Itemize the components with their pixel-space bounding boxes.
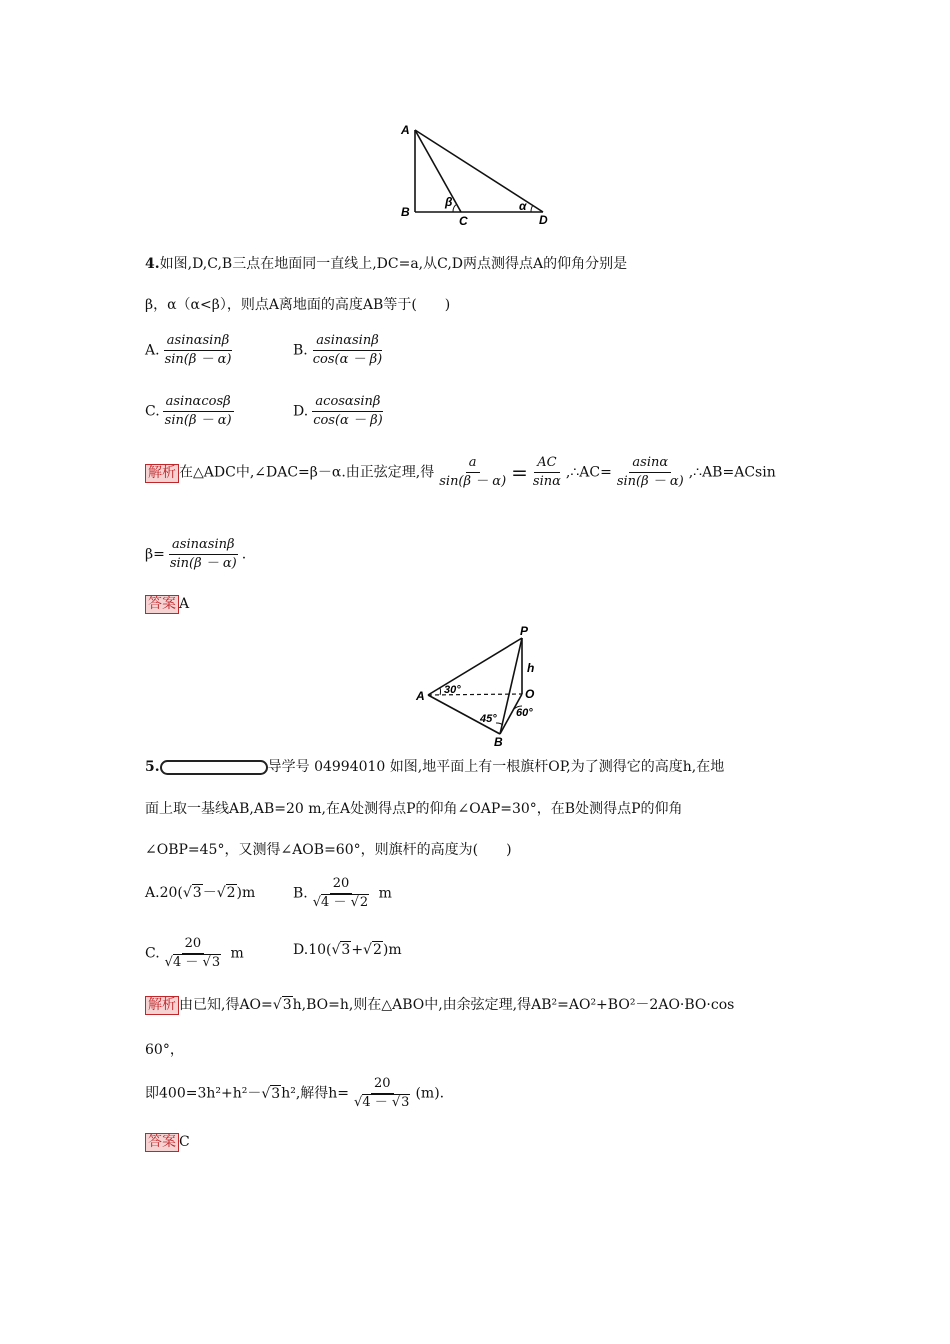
analysis-tag: 解析 bbox=[145, 464, 179, 483]
equals-sign: = bbox=[511, 460, 528, 485]
frac-den: cos(α － β) bbox=[312, 352, 383, 367]
option-text: + bbox=[351, 942, 364, 958]
q5-analysis-line2: 60°， bbox=[145, 1042, 184, 1058]
radicand: 3 bbox=[401, 1095, 410, 1110]
sqrt: √2 bbox=[363, 942, 382, 958]
frac-num: acosαsinβ bbox=[312, 394, 383, 412]
option-label: C. bbox=[145, 945, 160, 962]
frac-den: √4 － √2 bbox=[312, 895, 369, 910]
radicand-prefix: 4 － bbox=[321, 895, 351, 910]
unit: m bbox=[378, 885, 392, 902]
q5-line2: 面上取一基线AB,AB=20 m,在A处测得点P的仰角∠OAP=30°，在B处测得点P的仰角 bbox=[145, 801, 683, 817]
radicand: 2 bbox=[359, 895, 369, 910]
analysis-text: β= bbox=[145, 546, 165, 563]
q5-analysis-line3 bbox=[145, 1076, 444, 1111]
q5-option-d[interactable] bbox=[293, 942, 402, 958]
sqrt: √2 bbox=[216, 885, 236, 901]
option-label: D. bbox=[293, 403, 309, 420]
analysis-text: h,BO=h,则在△ABO中,由余弦定理,得AB²=AO²+BO²－2AO·BO·cos bbox=[292, 997, 735, 1013]
analysis-text: (m). bbox=[415, 1085, 445, 1102]
option-text: － bbox=[202, 885, 217, 901]
option-text: )m bbox=[236, 885, 256, 901]
frac-num: asinαsinβ bbox=[164, 333, 232, 351]
option-text: )m bbox=[382, 942, 402, 958]
option-text: 10( bbox=[308, 942, 332, 958]
label-a: A bbox=[416, 689, 425, 703]
q5-line3: ∠OBP=45°，又测得∠AOB=60°，则旗杆的高度为( ) bbox=[145, 842, 512, 858]
frac-num: asinαsinβ bbox=[313, 333, 381, 351]
analysis-tag: 解析 bbox=[145, 996, 179, 1015]
label-a: A bbox=[401, 123, 410, 137]
sqrt: √3 bbox=[182, 885, 202, 901]
q4-line2: β，α（α<β），则点A离地面的高度AB等于( ) bbox=[145, 297, 451, 313]
analysis-text: . bbox=[241, 546, 247, 563]
q4-number: 4. bbox=[145, 256, 160, 272]
label-o: O bbox=[525, 687, 535, 701]
option-text: 20( bbox=[159, 885, 183, 901]
frac-den: √4 － √3 bbox=[354, 1095, 410, 1110]
radicand-prefix: 4 － bbox=[362, 1095, 392, 1110]
q5-option-b[interactable] bbox=[293, 876, 392, 911]
frac-den: sin(β － α) bbox=[616, 474, 684, 489]
frac-den: √4 － √3 bbox=[164, 955, 221, 970]
label-h: h bbox=[527, 661, 535, 675]
option-label: B. bbox=[293, 342, 308, 359]
frac-num: 20 bbox=[330, 876, 353, 894]
sqrt: √3 bbox=[272, 997, 292, 1013]
radicand: 3 bbox=[192, 885, 202, 901]
q4-option-a[interactable] bbox=[145, 333, 236, 368]
q4-option-c[interactable] bbox=[145, 394, 237, 429]
figure-triangle-abcd bbox=[395, 118, 555, 228]
q4-analysis-line2 bbox=[145, 537, 246, 572]
frac-den: sin(β － α) bbox=[439, 474, 507, 489]
label-d: D bbox=[539, 213, 548, 227]
frac-den: sinα bbox=[532, 474, 561, 489]
sqrt: √3 bbox=[261, 1085, 281, 1102]
radicand: 3 bbox=[282, 997, 292, 1013]
frac-num: asinα bbox=[629, 455, 671, 473]
radicand: 3 bbox=[341, 942, 351, 958]
analysis-text: h²,解得h= bbox=[281, 1085, 350, 1102]
radicand: 2 bbox=[372, 942, 382, 958]
figure-flagpole bbox=[410, 622, 550, 750]
angle-30: 30° bbox=[444, 684, 461, 696]
option-label: D. bbox=[293, 942, 309, 958]
radicand-prefix: 4 － bbox=[172, 955, 203, 970]
frac-num: a bbox=[466, 455, 480, 473]
option-label: C. bbox=[145, 403, 160, 420]
analysis-text: ,∴AB=ACsin bbox=[688, 464, 776, 481]
frac-num: 20 bbox=[182, 936, 205, 954]
q4-analysis-line1 bbox=[145, 455, 776, 490]
frac-den: sin(β － α) bbox=[169, 556, 237, 571]
radicand: 3 bbox=[271, 1085, 281, 1102]
q5-option-a[interactable] bbox=[145, 882, 255, 902]
guide-badge bbox=[160, 760, 268, 775]
answer-tag: 答案 bbox=[145, 1133, 179, 1152]
frac-den: sin(β － α) bbox=[164, 352, 232, 367]
q4-line1 bbox=[145, 253, 627, 273]
frac-num: 20 bbox=[371, 1076, 394, 1094]
q5-analysis-line1 bbox=[145, 994, 734, 1015]
q5-answer bbox=[145, 1133, 190, 1152]
analysis-text: 即400=3h²+h²－ bbox=[145, 1085, 262, 1102]
frac-den: sin(β － α) bbox=[164, 413, 232, 428]
q4-option-b[interactable] bbox=[293, 333, 387, 368]
unit: m bbox=[230, 945, 244, 962]
frac-num: AC bbox=[534, 455, 559, 473]
q5-number: 5. bbox=[145, 759, 160, 775]
q4-stem-1: 如图,D,C,B三点在地面同一直线上,DC=a,从C,D两点测得点A的仰角分别是 bbox=[159, 256, 628, 272]
q5-line1 bbox=[145, 756, 724, 776]
analysis-text: 由已知,得AO= bbox=[179, 997, 273, 1013]
q5-option-c[interactable] bbox=[145, 936, 244, 971]
answer-value: C bbox=[179, 1134, 190, 1150]
frac-num: asinαcosβ bbox=[163, 394, 234, 412]
option-label: A. bbox=[145, 885, 160, 901]
option-label: B. bbox=[293, 885, 308, 902]
q4-option-d[interactable] bbox=[293, 394, 388, 429]
angle-45: 45° bbox=[480, 713, 497, 725]
analysis-text: ,∴AC= bbox=[565, 464, 612, 481]
angle-60: 60° bbox=[516, 707, 533, 719]
radicand: 2 bbox=[226, 885, 236, 901]
sqrt: √3 bbox=[331, 942, 351, 958]
label-c: C bbox=[459, 214, 468, 228]
frac-den: cos(α － β) bbox=[313, 413, 383, 428]
option-label: A. bbox=[145, 342, 160, 359]
label-p: P bbox=[520, 624, 529, 638]
label-alpha: α bbox=[519, 199, 527, 213]
q4-answer bbox=[145, 595, 189, 614]
answer-tag: 答案 bbox=[145, 595, 179, 614]
label-b: B bbox=[401, 205, 410, 219]
answer-value: A bbox=[179, 596, 190, 612]
radicand: 3 bbox=[211, 955, 221, 970]
frac-num: asinαsinβ bbox=[169, 537, 237, 555]
label-beta: β bbox=[445, 195, 453, 209]
analysis-text: 在△ADC中,∠DAC=β－α.由正弦定理,得 bbox=[179, 464, 435, 481]
label-b: B bbox=[494, 735, 503, 749]
q5-stem-1: 导学号 04994010 如图,地平面上有一根旗杆OP,为了测得它的高度h,在地 bbox=[267, 759, 725, 775]
